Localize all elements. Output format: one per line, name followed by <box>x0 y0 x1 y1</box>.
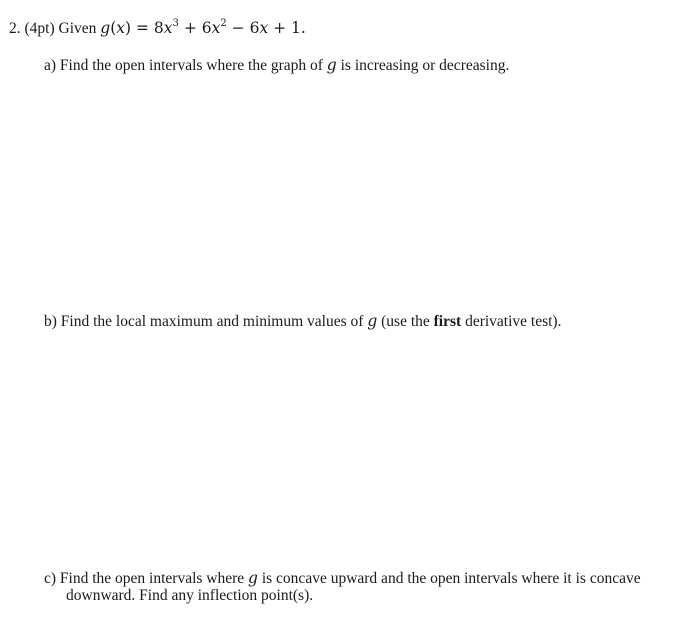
part-a-text-after: is increasing or decreasing. <box>340 57 510 74</box>
part-b-text-mid: (use the <box>381 313 430 330</box>
question-header <box>9 18 306 39</box>
part-a <box>44 55 509 76</box>
part-a-label: a) <box>44 57 57 74</box>
given-text: Given <box>58 20 97 37</box>
part-c-var: g <box>248 569 258 587</box>
part-b-text-before: Find the local maximum and minimum values of <box>60 313 364 330</box>
part-c-text-after: is concave upward and the open intervals where it is concave <box>261 570 641 587</box>
part-c-label: c) <box>44 570 57 587</box>
part-a-text-before: Find the open intervals where the graph of <box>59 57 323 74</box>
question-number: 2. <box>9 20 21 37</box>
part-b-text-after: derivative test). <box>465 313 562 330</box>
part-b <box>44 311 561 332</box>
part-b-bold-word: first <box>433 313 462 330</box>
part-a-var: g <box>326 56 337 74</box>
question-points: (4pt) <box>24 20 55 37</box>
part-c-text-before: Find the open intervals where <box>59 570 245 587</box>
function-definition: $g(x) = 8x^3 + 6x^2 - 6x + 1$. <box>100 17 306 37</box>
part-b-var: g <box>367 312 378 330</box>
part-c-line2: downward. Find any inflection point(s). <box>66 587 314 604</box>
part-b-label: b) <box>44 313 57 330</box>
